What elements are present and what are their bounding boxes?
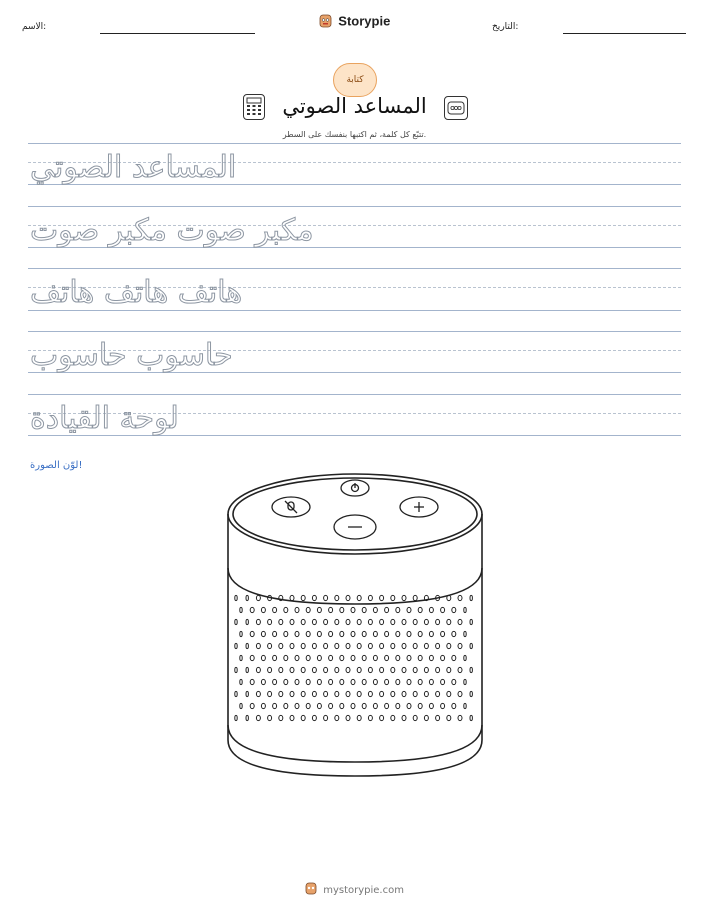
grille-hole (368, 619, 372, 624)
grille-hole (458, 715, 462, 720)
brand-logo (0, 13, 709, 31)
grille-hole (335, 619, 339, 624)
grille-hole (290, 643, 294, 648)
speaker-outline (224, 470, 486, 800)
page-title: المساعد الصوتي (282, 94, 427, 118)
name-line[interactable] (100, 33, 255, 34)
grille-hole (458, 691, 462, 696)
grille-hole (329, 631, 333, 636)
grille-hole (268, 667, 272, 672)
grille-hole (436, 691, 440, 696)
grille-hole (368, 715, 372, 720)
trace-word[interactable]: هاتف هاتف هاتف (30, 275, 243, 310)
grille-hole (256, 691, 260, 696)
grille-hole (458, 643, 462, 648)
trace-word[interactable]: حاسوب حاسوب (30, 338, 233, 373)
grille-hole (357, 715, 361, 720)
grille-hole (391, 643, 395, 648)
grille-hole (368, 595, 372, 600)
grille-hole (306, 703, 310, 708)
grille-hole (368, 643, 372, 648)
grille-hole (447, 619, 451, 624)
grille-hole (340, 631, 344, 636)
grille-hole (373, 679, 377, 684)
grille-hole (441, 679, 445, 684)
grille-hole (306, 631, 310, 636)
grille-hole (346, 643, 350, 648)
grille-hole (391, 691, 395, 696)
grille-hole (256, 595, 260, 600)
grille-hole (357, 691, 361, 696)
grille-hole (458, 619, 462, 624)
grille-hole (324, 643, 328, 648)
grille-hole (362, 703, 366, 708)
grille-hole (235, 667, 237, 672)
grille-hole (346, 595, 350, 600)
grille-hole (256, 715, 260, 720)
grille-hole (385, 703, 389, 708)
grille-hole (295, 607, 299, 612)
grille-hole (301, 691, 305, 696)
grille-hole (351, 631, 355, 636)
grille-hole (246, 643, 248, 648)
grille-hole (279, 691, 283, 696)
grille-hole (391, 595, 395, 600)
grille-hole (312, 667, 316, 672)
grille-hole (391, 619, 395, 624)
grille-hole (464, 655, 466, 660)
grille-hole (413, 643, 417, 648)
grille-hole (284, 655, 288, 660)
coloring-instruction: لوّن الصورة! (30, 460, 83, 471)
grille-hole (246, 595, 248, 600)
grille-hole (290, 667, 294, 672)
grille-hole (351, 655, 355, 660)
top-line (28, 206, 681, 207)
grille-hole (464, 703, 466, 708)
grille-hole (279, 643, 283, 648)
grille-hole (340, 703, 344, 708)
grille-hole (324, 619, 328, 624)
grille-hole (346, 619, 350, 624)
trace-word[interactable]: مكبر صوت مكبر صوت (30, 213, 314, 248)
grille-hole (373, 607, 377, 612)
grille-hole (290, 715, 294, 720)
grille-hole (418, 631, 422, 636)
grille-hole (396, 607, 400, 612)
grille-hole (306, 607, 310, 612)
grille-hole (429, 607, 433, 612)
grille-hole (391, 667, 395, 672)
grille-hole (452, 679, 456, 684)
grille-hole (290, 619, 294, 624)
grille-hole (424, 691, 428, 696)
grille-hole (351, 703, 355, 708)
grille-hole (429, 631, 433, 636)
grille-hole (284, 679, 288, 684)
date-line[interactable] (563, 33, 686, 34)
grille-hole (407, 655, 411, 660)
grille-hole (261, 703, 265, 708)
smart-speaker-drawing[interactable] (224, 470, 486, 800)
grille-hole (447, 715, 451, 720)
grille-hole (470, 691, 472, 696)
trace-word[interactable]: المساعد الصوتي (30, 150, 237, 185)
device-icon (444, 96, 468, 120)
grille-hole (441, 703, 445, 708)
grille-hole (362, 679, 366, 684)
grille-hole (306, 655, 310, 660)
grille-hole (452, 655, 456, 660)
grille-hole (335, 667, 339, 672)
grille-hole (256, 619, 260, 624)
grille-hole (396, 631, 400, 636)
grille-hole (357, 619, 361, 624)
grille-hole (429, 703, 433, 708)
grille-hole (368, 667, 372, 672)
grille-hole (429, 679, 433, 684)
top-line (28, 143, 681, 144)
grille-hole (470, 643, 472, 648)
grille-hole (452, 703, 456, 708)
grille-hole (380, 691, 384, 696)
grille-hole (312, 643, 316, 648)
grille-hole (256, 667, 260, 672)
grille-hole (418, 607, 422, 612)
grille-hole (385, 655, 389, 660)
grille-hole (380, 715, 384, 720)
grille-hole (402, 619, 406, 624)
grille-hole (295, 679, 299, 684)
top-line (28, 268, 681, 269)
grille-hole (424, 667, 428, 672)
grille-hole (317, 655, 321, 660)
grille-hole (424, 619, 428, 624)
grille-hole (235, 715, 237, 720)
grille-hole (402, 667, 406, 672)
grille-hole (235, 643, 237, 648)
grille-hole (470, 595, 472, 600)
grille-hole (346, 715, 350, 720)
date-label: التاريخ: (492, 22, 519, 32)
grille-hole (447, 691, 451, 696)
grille-hole (273, 679, 277, 684)
grille-hole (441, 631, 445, 636)
grille-hole (362, 631, 366, 636)
grille-hole (301, 643, 305, 648)
grille-hole (402, 595, 406, 600)
grille-hole (235, 691, 237, 696)
grille-hole (290, 595, 294, 600)
grille-hole (268, 715, 272, 720)
grille-hole (346, 667, 350, 672)
grille-hole (268, 691, 272, 696)
grille-hole (402, 715, 406, 720)
speaker-buttons (272, 480, 438, 539)
grille-hole (246, 619, 248, 624)
grille-hole (301, 667, 305, 672)
grille-hole (284, 631, 288, 636)
grille-hole (373, 655, 377, 660)
grille-hole (470, 667, 472, 672)
grille-hole (464, 679, 466, 684)
grille-hole (373, 703, 377, 708)
grille-hole (295, 631, 299, 636)
grille-hole (413, 691, 417, 696)
grille-hole (261, 631, 265, 636)
grille-hole (396, 703, 400, 708)
grille-hole (385, 607, 389, 612)
grille-hole (301, 595, 305, 600)
grille-hole (418, 655, 422, 660)
grille-hole (240, 703, 242, 708)
grille-hole (301, 715, 305, 720)
grille-hole (246, 715, 248, 720)
grille-hole (380, 643, 384, 648)
grille-hole (301, 619, 305, 624)
grille-hole (407, 607, 411, 612)
grille-hole (261, 607, 265, 612)
grille-hole (380, 619, 384, 624)
grille-hole (335, 715, 339, 720)
grille-hole (424, 715, 428, 720)
grille-hole (346, 691, 350, 696)
grille-hole (407, 631, 411, 636)
grille-hole (256, 643, 260, 648)
grille-hole (458, 595, 462, 600)
grille-hole (385, 631, 389, 636)
category-badge: كتابة (333, 63, 377, 97)
grille-hole (329, 655, 333, 660)
grille-hole (335, 643, 339, 648)
grille-hole (329, 607, 333, 612)
grille-hole (362, 655, 366, 660)
grille-hole (250, 679, 254, 684)
grille-hole (246, 667, 248, 672)
mascot-icon (319, 13, 332, 31)
grille-hole (436, 715, 440, 720)
grille-hole (312, 595, 316, 600)
grille-hole (290, 691, 294, 696)
brand-name: Storypie (338, 13, 391, 29)
grille-hole (324, 691, 328, 696)
grille-hole (317, 607, 321, 612)
footer (0, 882, 709, 898)
grille-hole (261, 679, 265, 684)
grille-hole (407, 679, 411, 684)
grille-hole (284, 703, 288, 708)
grille-hole (312, 619, 316, 624)
grille-hole (441, 655, 445, 660)
grille-hole (240, 655, 242, 660)
grille-hole (246, 691, 248, 696)
grille-hole (273, 655, 277, 660)
grille-hole (261, 655, 265, 660)
grille-hole (312, 715, 316, 720)
grille-hole (452, 607, 456, 612)
base-line (28, 310, 681, 311)
grille-hole (335, 691, 339, 696)
grille-hole (447, 643, 451, 648)
grille-hole (424, 643, 428, 648)
grille-hole (295, 655, 299, 660)
grille-hole (340, 607, 344, 612)
grille-hole (351, 679, 355, 684)
grille-hole (295, 703, 299, 708)
grille-hole (447, 667, 451, 672)
grille-hole (470, 715, 472, 720)
grille-hole (418, 703, 422, 708)
grille-hole (240, 679, 242, 684)
grille-hole (402, 691, 406, 696)
grille-hole (312, 691, 316, 696)
grille-hole (464, 607, 466, 612)
grille-hole (335, 595, 339, 600)
trace-word[interactable]: لوحة القيادة (30, 401, 179, 436)
grille-hole (385, 679, 389, 684)
grille-hole (250, 631, 254, 636)
grille-hole (458, 667, 462, 672)
grille-hole (235, 595, 237, 600)
grille-hole (402, 643, 406, 648)
grille-hole (357, 595, 361, 600)
grille-hole (447, 595, 451, 600)
grille-hole (436, 667, 440, 672)
grille-hole (317, 631, 321, 636)
grille-hole (418, 679, 422, 684)
grille-hole (391, 715, 395, 720)
grille-hole (250, 703, 254, 708)
top-line (28, 331, 681, 332)
grille-hole (340, 655, 344, 660)
grille-hole (380, 595, 384, 600)
grille-hole (317, 679, 321, 684)
grille-hole (317, 703, 321, 708)
grille-hole (407, 703, 411, 708)
name-label: الاسم: (22, 22, 47, 32)
grille-hole (268, 643, 272, 648)
grille-hole (273, 631, 277, 636)
grille-hole (329, 679, 333, 684)
grille-hole (441, 607, 445, 612)
grille-hole (284, 607, 288, 612)
footer-site[interactable]: mystorypie.com (323, 885, 404, 896)
grille-hole (396, 679, 400, 684)
grille-hole (250, 607, 254, 612)
grille-hole (357, 643, 361, 648)
grille-hole (273, 607, 277, 612)
mascot-icon (305, 882, 317, 898)
grille-hole (396, 655, 400, 660)
grille-hole (279, 715, 283, 720)
grille-hole (413, 667, 417, 672)
grille-hole (240, 607, 242, 612)
grille-hole (329, 703, 333, 708)
grille-hole (373, 631, 377, 636)
grille-hole (268, 619, 272, 624)
grille-hole (324, 667, 328, 672)
grille-hole (306, 679, 310, 684)
grille-hole (324, 715, 328, 720)
grille-hole (357, 667, 361, 672)
grille-hole (413, 619, 417, 624)
grille-hole (464, 631, 466, 636)
grille-hole (279, 667, 283, 672)
grille-hole (351, 607, 355, 612)
grille-hole (240, 631, 242, 636)
grille-hole (362, 607, 366, 612)
top-line (28, 394, 681, 395)
grille-hole (436, 619, 440, 624)
grille-hole (250, 655, 254, 660)
grille-hole (413, 715, 417, 720)
grille-hole (235, 619, 237, 624)
grille-hole (436, 643, 440, 648)
grille-hole (273, 703, 277, 708)
instruction-text: تتبّع كل كلمة، ثم اكتبها بنفسك على السطر. (282, 130, 427, 139)
grille-hole (368, 691, 372, 696)
grille-hole (470, 619, 472, 624)
grille-hole (340, 679, 344, 684)
grille-hole (324, 595, 328, 600)
grille-hole (279, 619, 283, 624)
grille-hole (452, 631, 456, 636)
grille-hole (413, 595, 417, 600)
grille-hole (429, 655, 433, 660)
grille-hole (380, 667, 384, 672)
